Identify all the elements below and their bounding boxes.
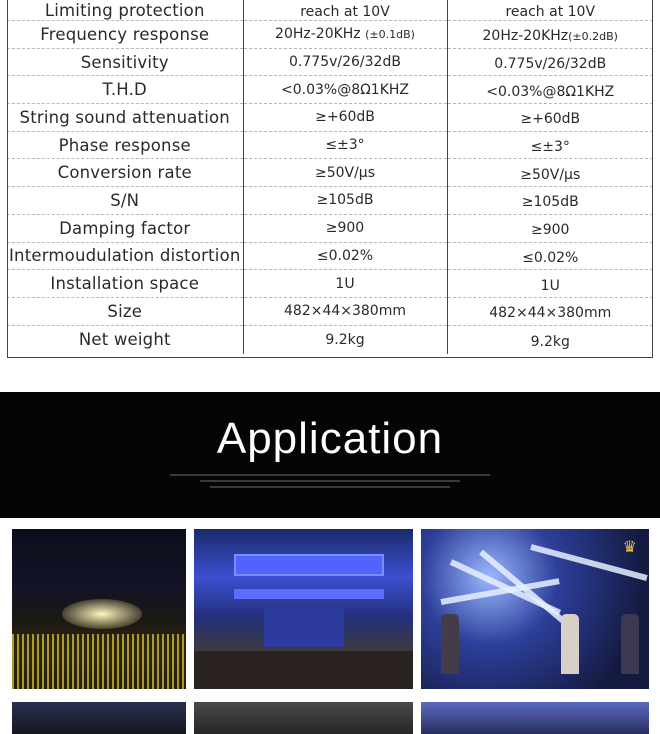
spec-value-model-a [243,187,447,215]
performer [621,614,639,674]
spec-value-model-a [243,21,447,49]
spec-value-tolerance: (±0.1dB) [365,28,415,42]
spec-value-text: ≥50V/μs [314,164,376,181]
spec-row [7,325,653,354]
spec-value-text: 1U [540,277,560,294]
spec-value-text: 1U [335,275,355,292]
spec-value-model-a [243,0,447,21]
spec-label: Frequency response [7,21,243,49]
spec-label: S/N [7,187,243,215]
spec-value-model-a [243,242,447,270]
spec-value-text: <0.03%@8Ω1KHZ [486,83,615,100]
spec-value-model-a [243,159,447,187]
spec-value-text: 20Hz-20KHz [275,26,366,43]
spec-value-text: reach at 10V [300,4,390,20]
spec-row [7,242,653,270]
spec-table-container [7,0,653,358]
spec-label: Installation space [7,270,243,298]
photo-stage-bottom-right [421,702,649,734]
spec-value-text: <0.03%@8Ω1KHZ [280,81,410,98]
spec-value-text: 482×44×380mm [489,305,612,322]
spec-value-model-b [447,297,653,325]
spec-row [7,270,653,298]
spec-label: Intermoudulation distortion [7,242,243,270]
photo-stage-bottom-left [12,702,186,734]
spec-value-text: 9.2kg [530,333,570,350]
spec-value-text: 482×44×380mm [284,303,406,320]
performer [441,614,459,674]
spec-row [7,187,653,215]
spec-value-text: 0.775v/26/32dB [289,54,401,71]
spec-value-text: ≤0.02% [316,247,374,264]
spec-value-model-b [447,325,653,354]
spec-value-text: reach at 10V [505,4,596,20]
photo-band-performance [421,529,649,689]
spec-value-model-b [447,104,653,132]
banner-fine-print-line [200,480,460,482]
spec-value-text: 9.2kg [325,331,365,348]
spec-value-model-b [447,159,653,187]
photo-outdoor-stage [194,529,413,689]
spec-value-model-a [243,104,447,132]
spec-value-text: ≥+60dB [520,111,581,128]
photo-stage-bottom-middle [194,702,413,734]
spec-value-model-b [447,76,653,104]
spec-value-text: ≤±3° [325,137,365,154]
spec-value-model-b [447,270,653,298]
spec-row [7,21,653,49]
spec-label: String sound attenuation [7,104,243,132]
spec-label: Size [7,297,243,325]
spec-value-model-b [447,0,653,21]
spec-value-model-b [447,131,653,159]
stage-light-glow [62,599,142,629]
audience [194,651,413,689]
spec-row [7,0,653,21]
spec-value-model-a [243,325,447,354]
crowd-lights [12,634,186,689]
spec-label: Phase response [7,131,243,159]
spec-value-tolerance: (±0.2dB) [568,30,618,44]
spec-row [7,48,653,76]
crown-logo-icon: ♛ [622,537,637,556]
photo-concert-crowd [12,529,186,689]
stage-screen [264,607,344,647]
spec-value-model-a [243,131,447,159]
spec-value-model-b [447,242,653,270]
stage-truss-banner [234,554,384,576]
spec-value-text: ≥900 [531,222,570,239]
spec-value-model-a [243,270,447,298]
spec-table-body [7,0,653,354]
spec-value-text: 0.775v/26/32dB [494,56,607,73]
spec-row [7,159,653,187]
spec-row [7,76,653,104]
performer [561,614,579,674]
spec-label: Conversion rate [7,159,243,187]
spec-label: T.H.D [7,76,243,104]
spec-value-text: 20Hz-20KHz [482,28,569,45]
stage-truss-lights [234,589,384,599]
banner-fine-print-line [170,474,490,476]
spec-value-model-a [243,48,447,76]
spec-value-model-b [447,187,653,215]
spec-label: Net weight [78,330,171,350]
spec-row [7,214,653,242]
spec-value-text: ≥105dB [316,192,374,209]
spec-value-text: ≥105dB [521,194,579,211]
spec-value-model-b [447,48,653,76]
spec-row [7,297,653,325]
spec-row [7,104,653,132]
spec-value-text: ≥+60dB [315,109,375,126]
spec-value-text: ≤±3° [530,139,570,156]
spec-value-model-a [243,76,447,104]
spec-value-text: ≤0.02% [522,249,579,266]
spec-value-text: ≥900 [325,220,365,237]
spec-row [7,131,653,159]
spec-value-text: ≥50V/μs [520,166,581,183]
banner-fine-print-line [210,486,450,488]
spec-value-model-b [447,21,653,49]
spec-value-model-a [243,214,447,242]
spec-label: Limiting protection [7,0,243,21]
spec-label: Damping factor [7,214,243,242]
spec-table [7,0,653,354]
spec-label: Sensitivity [7,48,243,76]
spec-value-model-a [243,297,447,325]
application-banner [0,392,660,518]
spec-value-model-b [447,214,653,242]
application-title: Application [216,414,444,463]
